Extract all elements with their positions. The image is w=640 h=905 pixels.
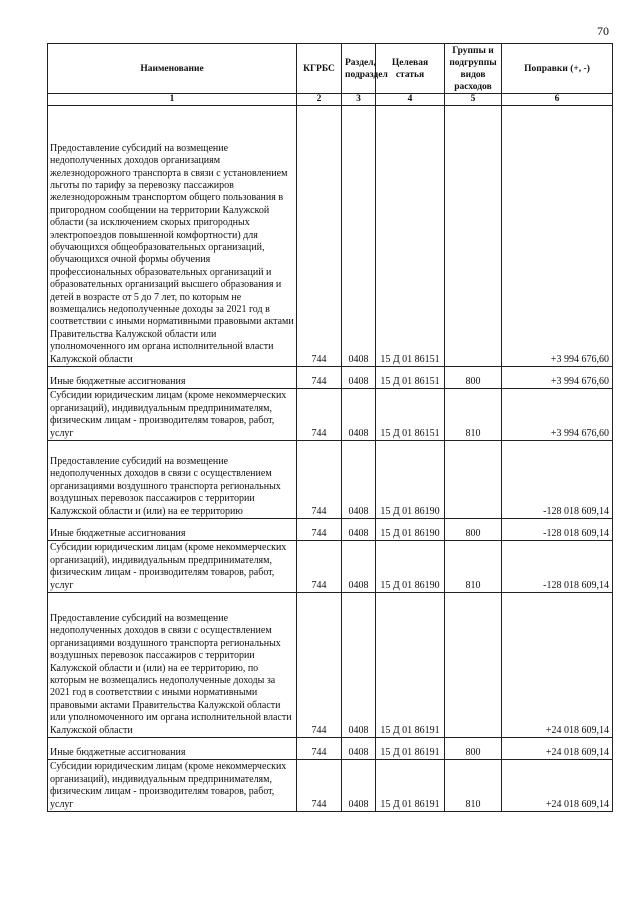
row-vid	[445, 441, 502, 519]
row-name: Предоставление субсидий на возмещение недополученных доходов в связи с осуществлением организациями воздушного транспорта региональных воздушных перевозок пассажиров с территории Калужской области и (или) на ее территорию	[48, 441, 297, 519]
table-row	[48, 760, 613, 812]
row-name: Субсидии юридическим лицам (кроме некоммерческих организаций), индивидуальным предпринимателям, физическим лицам - производителям товаров, работ, услуг	[48, 541, 297, 593]
header-name: Наименование	[48, 44, 297, 94]
table-row	[48, 106, 613, 367]
row-target: 15 Д 01 86151	[376, 106, 445, 367]
row-name: Субсидии юридическим лицам (кроме некоммерческих организаций), индивидуальным предпринимателям, физическим лицам - производителям товаров, работ, услуг	[48, 760, 297, 812]
row-target: 15 Д 01 86190	[376, 441, 445, 519]
budget-table	[47, 43, 613, 812]
row-kgrbs: 744	[297, 593, 342, 738]
header-razdel: Раздел, подраздел	[342, 44, 376, 94]
row-kgrbs: 744	[297, 389, 342, 441]
row-target: 15 Д 01 86151	[376, 367, 445, 389]
row-kgrbs: 744	[297, 106, 342, 367]
row-target: 15 Д 01 86191	[376, 738, 445, 760]
header-target: Целевая статья	[376, 44, 445, 94]
row-amount: +24 018 609,14	[502, 593, 613, 738]
row-target: 15 Д 01 86191	[376, 593, 445, 738]
table-row	[48, 738, 613, 760]
col-number: 2	[297, 94, 342, 106]
row-vid: 810	[445, 760, 502, 812]
col-number: 4	[376, 94, 445, 106]
col-number: 5	[445, 94, 502, 106]
row-target: 15 Д 01 86190	[376, 541, 445, 593]
row-razdel: 0408	[342, 541, 376, 593]
row-vid: 810	[445, 541, 502, 593]
row-amount: -128 018 609,14	[502, 519, 613, 541]
header-vid: Группы и подгруппы видов расходов	[445, 44, 502, 94]
row-kgrbs: 744	[297, 541, 342, 593]
row-amount: +3 994 676,60	[502, 106, 613, 367]
row-razdel: 0408	[342, 519, 376, 541]
row-vid	[445, 593, 502, 738]
table-row	[48, 541, 613, 593]
row-vid: 800	[445, 738, 502, 760]
row-name: Иные бюджетные ассигнования	[48, 738, 297, 760]
row-amount: +24 018 609,14	[502, 738, 613, 760]
row-amount: -128 018 609,14	[502, 441, 613, 519]
row-razdel: 0408	[342, 441, 376, 519]
row-kgrbs: 744	[297, 367, 342, 389]
row-kgrbs: 744	[297, 519, 342, 541]
row-razdel: 0408	[342, 106, 376, 367]
row-kgrbs: 744	[297, 760, 342, 812]
row-amount: +24 018 609,14	[502, 760, 613, 812]
row-kgrbs: 744	[297, 738, 342, 760]
row-vid	[445, 106, 502, 367]
table-row	[48, 389, 613, 441]
row-razdel: 0408	[342, 389, 376, 441]
table-row	[48, 519, 613, 541]
row-vid: 810	[445, 389, 502, 441]
header-kgrbs: КГРБС	[297, 44, 342, 94]
page-number: 70	[597, 24, 609, 38]
row-name: Иные бюджетные ассигнования	[48, 367, 297, 389]
row-razdel: 0408	[342, 367, 376, 389]
row-razdel: 0408	[342, 593, 376, 738]
column-number-row	[48, 94, 613, 106]
table-row	[48, 593, 613, 738]
row-target: 15 Д 01 86151	[376, 389, 445, 441]
table-row	[48, 441, 613, 519]
row-name: Иные бюджетные ассигнования	[48, 519, 297, 541]
row-target: 15 Д 01 86191	[376, 760, 445, 812]
row-amount: +3 994 676,60	[502, 367, 613, 389]
row-razdel: 0408	[342, 760, 376, 812]
col-number: 6	[502, 94, 613, 106]
row-name: Предоставление субсидий на возмещение недополученных доходов в связи с осуществлением организациями воздушного транспорта региональных воздушных перевозок пассажиров с территории Калужской области и (или) на ее территорию, по которым не возмещались недополученные доходы за 2021 год в соответствии с иными нормативными правовыми актами Правительства Калужской области или уполномоченного им органа исполнительной власти Калужской области	[48, 593, 297, 738]
row-name: Предоставление субсидий на возмещение недополученных доходов организациям железнодорожного транспорта в связи с установлением льготы по тарифу за перевозку пассажиров железнодорожным транспортом общего пользования в пригородном сообщении на территории Калужской области (за исключением скорых пригородных электропоездов повышенной комфортности) для обучающихся общеобразовательных организаций, обучающихся очной формы обучения профессиональных образовательных организаций и образовательных организаций высшего образования и детей в возрасте от 5 до 7 лет, по которым не возмещались недополученные доходы за 2021 год в соответствии с иными нормативными правовыми актами Правительства Калужской области или уполномоченного им органа исполнительной власти Калужской области	[48, 106, 297, 367]
row-name: Субсидии юридическим лицам (кроме некоммерческих организаций), индивидуальным предпринимателям, физическим лицам - производителям товаров, работ, услуг	[48, 389, 297, 441]
row-amount: -128 018 609,14	[502, 541, 613, 593]
header-row	[48, 44, 613, 94]
row-vid: 800	[445, 519, 502, 541]
col-number: 3	[342, 94, 376, 106]
row-kgrbs: 744	[297, 441, 342, 519]
row-target: 15 Д 01 86190	[376, 519, 445, 541]
header-amendments: Поправки (+, -)	[502, 44, 613, 94]
table-row	[48, 367, 613, 389]
row-amount: +3 994 676,60	[502, 389, 613, 441]
row-razdel: 0408	[342, 738, 376, 760]
row-vid: 800	[445, 367, 502, 389]
col-number: 1	[48, 94, 297, 106]
